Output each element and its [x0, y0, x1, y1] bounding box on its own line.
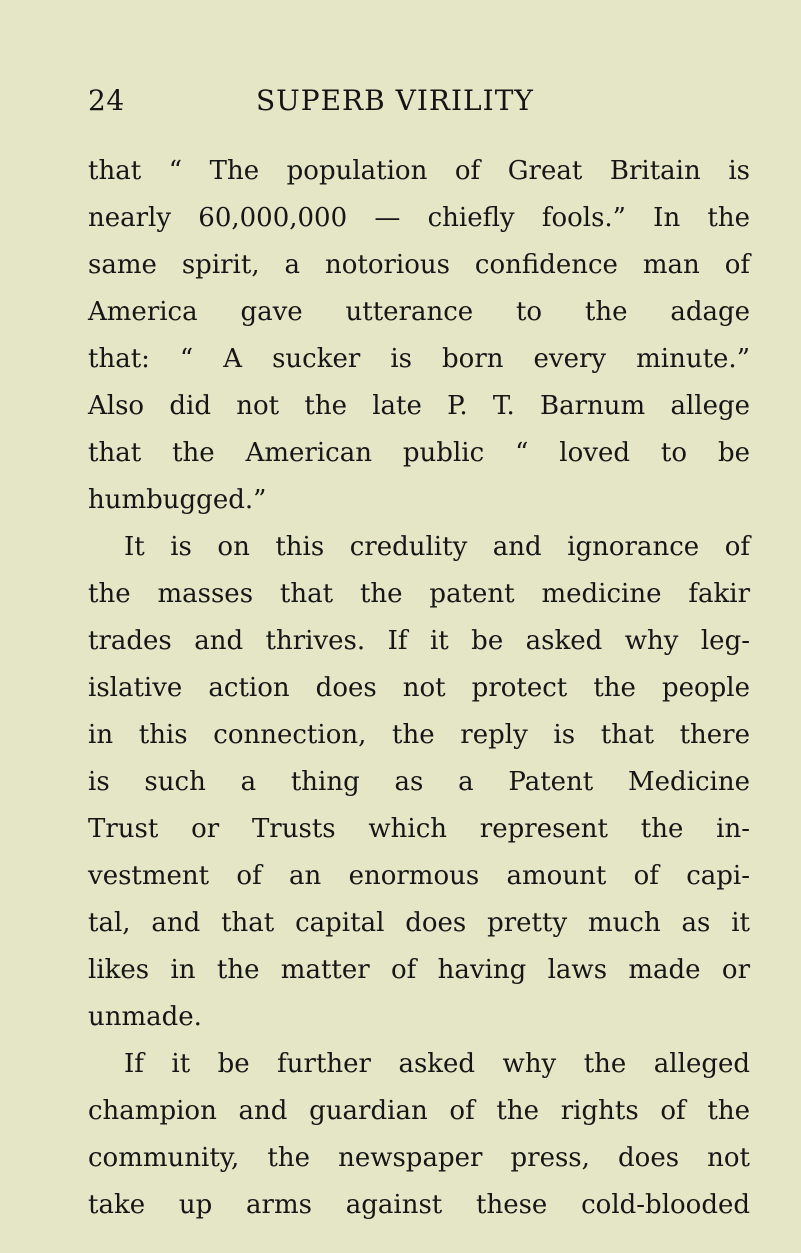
text-line: that “ The population of Great Britain is: [88, 156, 750, 186]
text-line: that the American public “ loved to be: [88, 438, 750, 468]
text-line: trades and thrives. If it be asked why leg-: [88, 626, 750, 656]
text-line: likes in the matter of having laws made or: [88, 955, 750, 985]
running-head: [88, 84, 748, 124]
running-title: SUPERB VIRILITY: [256, 84, 534, 117]
text-line: America gave utterance to the adage: [88, 297, 750, 327]
text-line: nearly 60,000,000 — chiefly fools.” In the: [88, 203, 750, 233]
text-line: Trust or Trusts which represent the in-: [88, 814, 750, 844]
paragraph-first-line: It is on this credulity and ignorance of: [124, 532, 750, 562]
text-line: is such a thing as a Patent Medicine: [88, 767, 750, 797]
text-line: that: “ A sucker is born every minute.”: [88, 344, 750, 374]
text-line: tal, and that capital does pretty much as it: [88, 908, 750, 938]
text-line: humbugged.”: [88, 485, 267, 515]
text-line: unmade.: [88, 1002, 202, 1032]
text-line: the masses that the patent medicine fakir: [88, 579, 750, 609]
text-line: same spirit, a notorious confidence man of: [88, 250, 750, 280]
text-line: community, the newspaper press, does not: [88, 1143, 750, 1173]
text-line: take up arms against these cold-blooded: [88, 1190, 750, 1220]
text-line: in this connection, the reply is that there: [88, 720, 750, 750]
text-line: islative action does not protect the people: [88, 673, 750, 703]
text-line: Also did not the late P. T. Barnum allege: [88, 391, 750, 421]
text-line: champion and guardian of the rights of the: [88, 1096, 750, 1126]
paragraph-first-line: If it be further asked why the alleged: [124, 1049, 750, 1079]
page-number: 24: [88, 84, 125, 117]
text-line: vestment of an enormous amount of capi-: [88, 861, 750, 891]
